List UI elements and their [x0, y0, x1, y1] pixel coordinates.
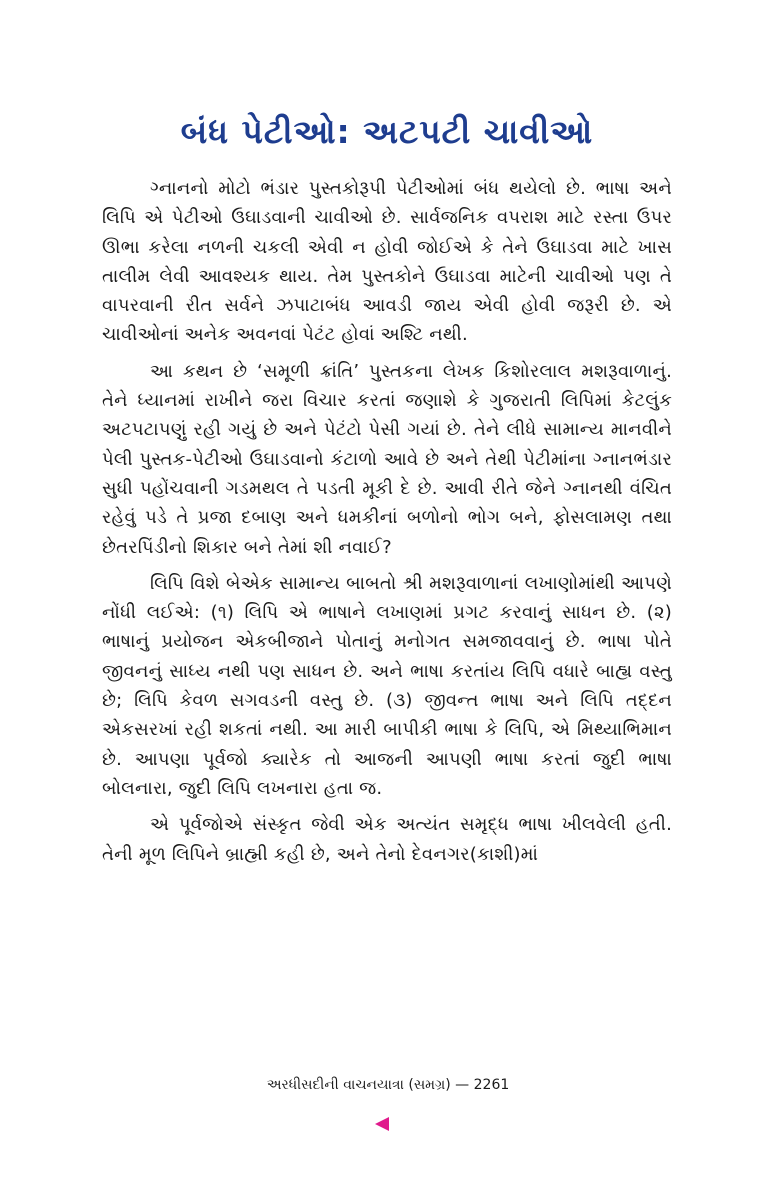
page-content — [102, 100, 672, 876]
page-footer: અરધીસદીની વાચનયાત્રા (સમગ્ર) — 2261 — [266, 1077, 510, 1093]
paragraph-3: લિપિ વિશે બેએક સામાન્ય બાબતો શ્રી મશરૂવાળાનાં લખાણોમાંથી આપણે નોંધી લઈએ: (૧) લિપિ એ ભાષાને લખાણમાં પ્રગટ કરવાનું સાધન છે. (૨) ભાષાનું પ્રયોજન એકબીજાને પોતાનું મનોગત સમજાવવાનું છે. ભાષા પોતે જીવનનું સાધ્ય નથી પણ સાધન છે. અને ભાષા કરતાંય લિપિ વધારે બાહ્ય વસ્તુ છે; લિપિ કેવળ સગવડની વસ્તુ છે. (૩) જીવન્ત ભાષા અને લિપિ તદ્દન એકસરખાં રહી શકતાં નથી. આ મારી બાપીકી ભાષા કે લિપિ, એ મિથ્યાભિમાન છે. આપણા પૂર્વજો ક્યારેક તો આજની આપણી ભાષા કરતાં જુદી ભાષા બોલનારા, જુદી લિપિ લખનારા હતા જ. — [102, 572, 672, 799]
page-title: બંધ પેટીઓ: અટપટી ચાવીઓ — [180, 112, 594, 151]
left-triangle-icon[interactable] — [375, 1117, 389, 1131]
paragraph-4: એ પૂર્વજોએ સંસ્કૃત જેવી એક અત્યંત સમૃદ્ધ ભાષા ખીલવેલી હતી. તેની મૂળ લિપિને બ્રાહ્મી કહી છે, અને તેનો દેવનગર(કાશી)માં — [102, 814, 672, 865]
paragraph-2: આ કથન છે ‘સમૂળી ક્રાંતિ’ પુસ્તકના લેખક કિશોરલાલ મશરૂવાળાનું. તેને ધ્યાનમાં રાખીને જરા વિચાર કરતાં જણાશે કે ગુજરાતી લિપિમાં કેટલુંક અટપટાપણું રહી ગયું છે અને પેટંટો પેસી ગયાં છે. તેને લીધે સામાન્ય માનવીને પેલી પુસ્તક-પેટીઓ ઉઘાડવાનો કંટાળો આવે છે અને તેથી પેટીમાંના ગ્નાનભંડાર સુધી પહોંચવાની ગડમથલ તે પડતી મૂકી દે છે. આવી રીતે જેને ગ્નાનથી વંચિત રહેવું પડે તે પ્રજા દબાણ અને ધમકીનાં બળોનો ભોગ બને, ફોસલામણ તથા છેતરપિંડીનો શિકાર બને તેમાં શી નવાઈ? — [102, 360, 672, 558]
paragraph-1: ગ્નાનનો મોટો ભંડાર પુસ્તકોરૂપી પેટીઓમાં બંધ થયેલો છે. ભાષા અને લિપિ એ પેટીઓ ઉઘાડવાની ચાવીઓ છે. સાર્વજનિક વપરાશ માટે રસ્તા ઉપર ઊભા કરેલા નળની ચકલી એવી ન હોવી જોઈએ કે તેને ઉઘાડવા માટે ખાસ તાલીમ લેવી આવશ્યક થાય. તેમ પુસ્તકોને ઉઘાડવા માટેની ચાવીઓ પણ તે વાપરવાની રીત સર્વને ઝપાટાબંધ આવડી જાય એવી હોવી જરૂરી છે. એ ચાવીઓનાં અનેક અવનવાં પેટંટ હોવાં અશ્ટિ નથી. — [102, 178, 672, 346]
